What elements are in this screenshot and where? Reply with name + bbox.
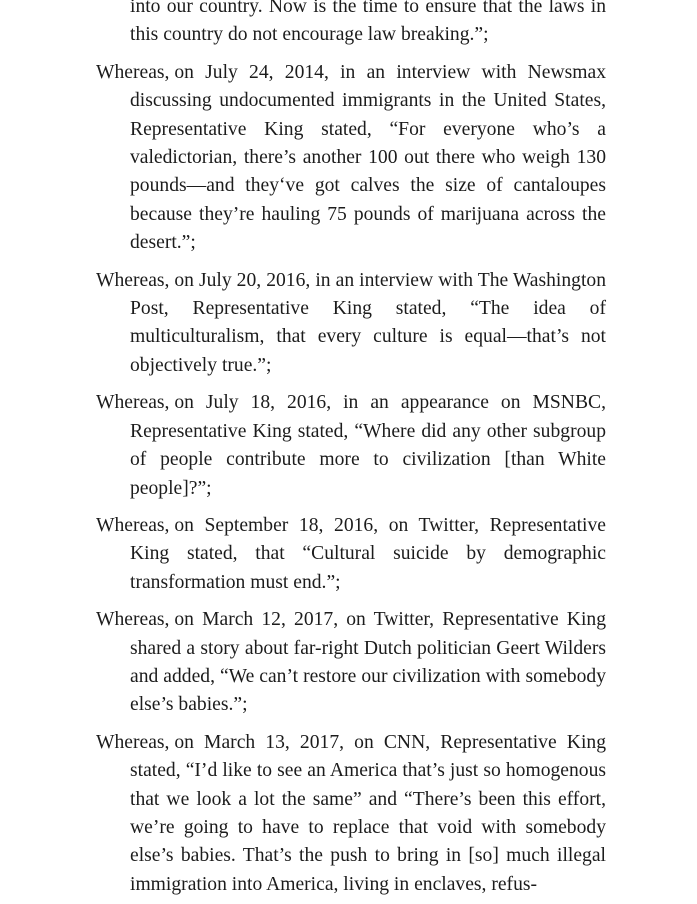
whereas-lead: Whereas, [96, 392, 170, 414]
whereas-lead: Whereas, [96, 731, 170, 753]
resolution-text [96, 0, 606, 904]
whereas-clause-washington-post [96, 267, 606, 381]
clause-body: on September 18, 2016, on Twitter, Representative King stated, that “Cultural suicide by demographic transformation must end.”; [130, 514, 606, 593]
whereas-clause-msnbc [96, 389, 606, 503]
whereas-lead: Whereas, [96, 269, 170, 291]
clause-body: on July 24, 2014, in an interview with Newsmax discussing undocumented immigrants in the United States, Representative King stated, “For everyone who’s a valedictorian, there’s another 100 out there who weigh 130 pounds—and they‘ve got calves the size of cantaloupes because they’re hauling 75 pounds of marijuana across the desert.”; [130, 61, 606, 254]
continuation-paragraph: into our country. Now is the time to ensure that the laws in this country do not encourage law breaking.”; [130, 0, 606, 46]
whereas-clause-cnn [96, 729, 606, 899]
whereas-clause-twitter-mar [96, 606, 606, 720]
clause-body: on July 20, 2016, in an interview with The Washington Post, Representative King stated, “The idea of multiculturalism, that every culture is equal—that’s not objectively true.”; [130, 269, 606, 376]
clause-body: on March 13, 2017, on CNN, Representative King stated, “I’d like to see an America that’s just so homogenous that we look a lot the same” and “There’s been this effort, we’re going to have to replace that void with somebody else’s babies. That’s the push to bring in [so] much illegal immigration into America, living in enclaves, refus- [130, 731, 606, 895]
whereas-lead: Whereas, [96, 61, 170, 83]
whereas-lead: Whereas, [96, 609, 170, 631]
whereas-clause-newsmax [96, 59, 606, 258]
clause-body: on July 18, 2016, in an appearance on MSNBC, Representative King stated, “Where did any other subgroup of people contribute more to civilization [than White people]?”; [130, 392, 606, 499]
whereas-clause-twitter-sep [96, 512, 606, 597]
whereas-lead: Whereas, [96, 514, 170, 536]
clause-body: on March 12, 2017, on Twitter, Representative King shared a story about far-right Dutch politician Geert Wilders and added, “We can’t restore our civilization with somebody else’s babies.”; [130, 609, 606, 716]
